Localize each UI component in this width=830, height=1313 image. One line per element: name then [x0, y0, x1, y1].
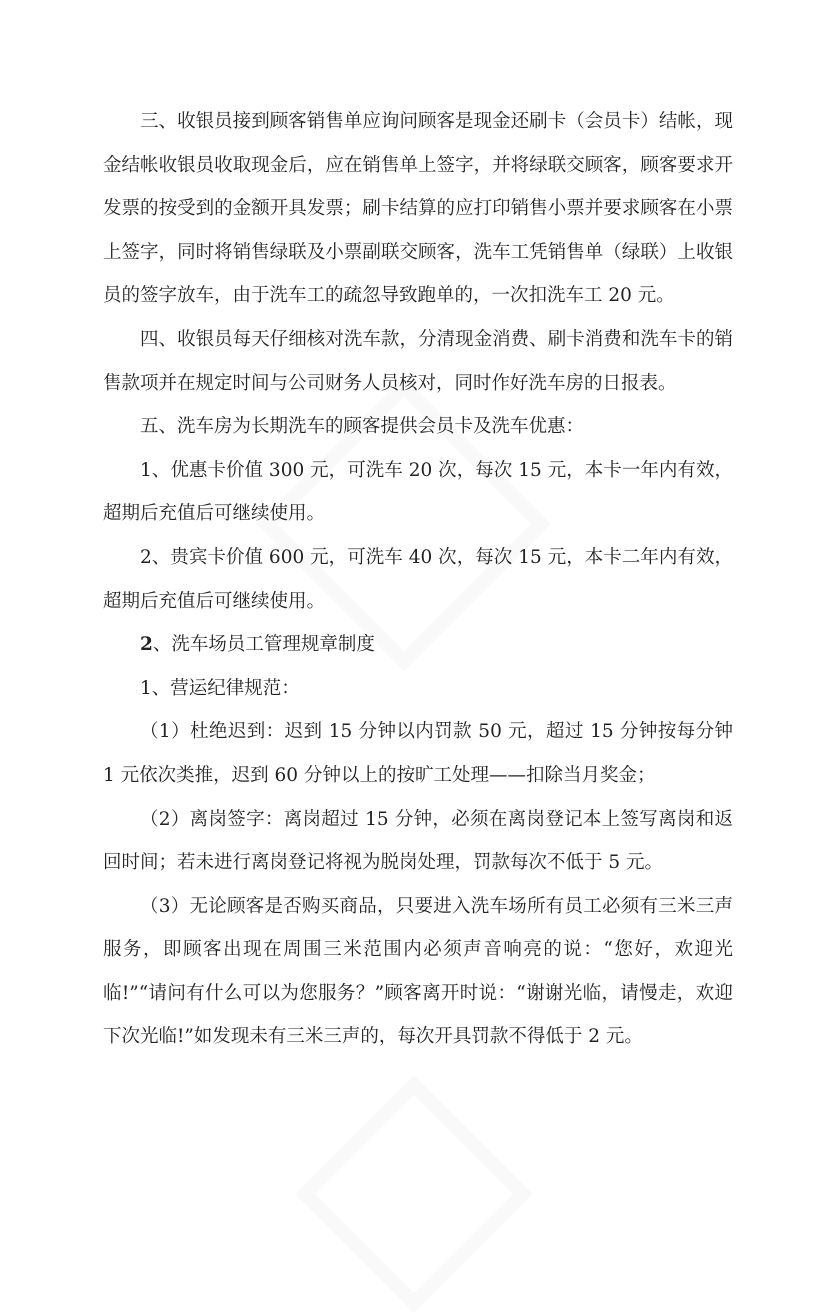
sub-heading: 1、营运纪律规范： — [140, 677, 300, 699]
rule-item: （1）杜绝迟到：迟到 15 分钟以内罚款 50 元，超过 15 分钟按每分钟 1 元依次类推，迟到 60 分钟以上的按旷工处理——扣除当月奖金； — [103, 721, 733, 786]
watermark — [295, 1075, 533, 1313]
document-body — [103, 100, 733, 1059]
section-heading — [103, 623, 733, 667]
section-title: 、洗车场员工管理规章制度 — [152, 634, 375, 656]
section-number: 2 — [140, 634, 153, 656]
paragraph: 1、优惠卡价值 300 元，可洗车 20 次，每次 15 元，本卡一年内有效，超期后充值后可继续使用。 — [103, 459, 733, 525]
rule-item: （3）无论顾客是否购买商品，只要进入洗车场所有员工必须有三米三声服务，即顾客出现在周围三米范围内必须声音响亮的说：“您好，欢迎光临!”“请问有什么可以为您服务？”顾客离开时说：“谢谢光临，请慢走，欢迎下次光临!”如发现未有三米三声的，每次开具罚款不得低于 2 元。 — [103, 895, 733, 1048]
rule-item: （2）离岗签字：离岗超过 15 分钟，必须在离岗登记本上签写离岗和返回时间；若未进行离岗登记将视为脱岗处理，罚款每次不低于 5 元。 — [103, 808, 733, 874]
paragraph: 三、收银员接到顾客销售单应询问顾客是现金还刷卡（会员卡）结帐，现金结帐收银员收取现金后，应在销售单上签字，并将绿联交顾客，顾客要求开发票的按受到的金额开具发票；刷卡结算的应打印销售小票并要求顾客在小票上签字，同时将销售绿联及小票副联交顾客，洗车工凭销售单（绿联）上收银员的签字放车，由于洗车工的疏忽导致跑单的，一次扣洗车工 20 元。 — [103, 111, 733, 307]
paragraph: 四、收银员每天仔细核对洗车款，分清现金消费、刷卡消费和洗车卡的销售款项并在规定时间与公司财务人员核对，同时作好洗车房的日报表。 — [103, 328, 733, 394]
paragraph: 五、洗车房为长期洗车的顾客提供会员卡及洗车优惠： — [140, 416, 585, 438]
paragraph: 2、贵宾卡价值 600 元，可洗车 40 次，每次 15 元，本卡二年内有效，超期后充值后可继续使用。 — [103, 546, 733, 612]
